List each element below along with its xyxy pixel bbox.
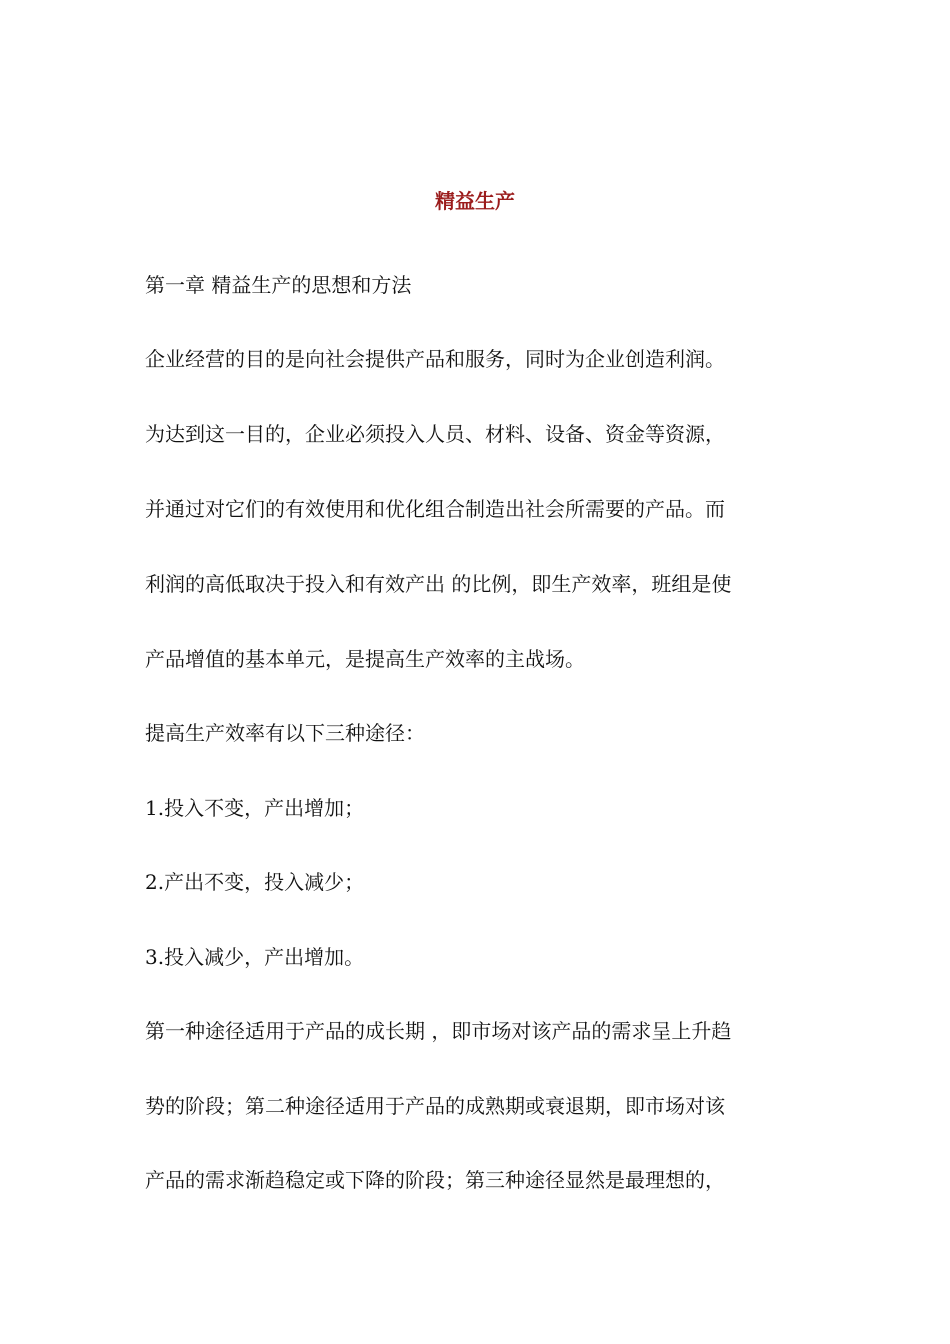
paragraph-line: 产品的需求渐趋稳定或下降的阶段；第三种途径显然是最理想的， [145,1168,725,1192]
chapter-heading: 第一章 精益生产的思想和方法 [145,273,412,297]
paragraph-line: 产品增值的基本单元，是提高生产效率的主战场。 [145,647,585,671]
list-item: 3.投入减少，产出增加。 [145,945,365,969]
paragraph-line: 利润的高低取决于投入和有效产出 的比例，即生产效率，班组是使 [145,572,732,596]
list-item: 1.投入不变，产出增加； [145,796,365,820]
paragraph-line: 企业经营的目的是向社会提供产品和服务，同时为企业创造利润。 [145,347,725,371]
paragraph-line: 并通过对它们的有效使用和优化组合制造出社会所需要的产品。而 [145,497,725,521]
paragraph-line: 第一种途径适用于产品的成长期 ，即市场对该产品的需求呈上升趋 [145,1019,732,1043]
paragraph-line: 势的阶段；第二种途径适用于产品的成熟期或衰退期，即市场对该 [145,1094,725,1118]
document-title: 精益生产 [435,189,515,213]
paragraph-line: 为达到这一目的，企业必须投入人员、材料、设备、资金等资源， [145,422,725,446]
paragraph-line: 提高生产效率有以下三种途径： [145,721,425,745]
list-item: 2.产出不变，投入减少； [145,870,365,894]
